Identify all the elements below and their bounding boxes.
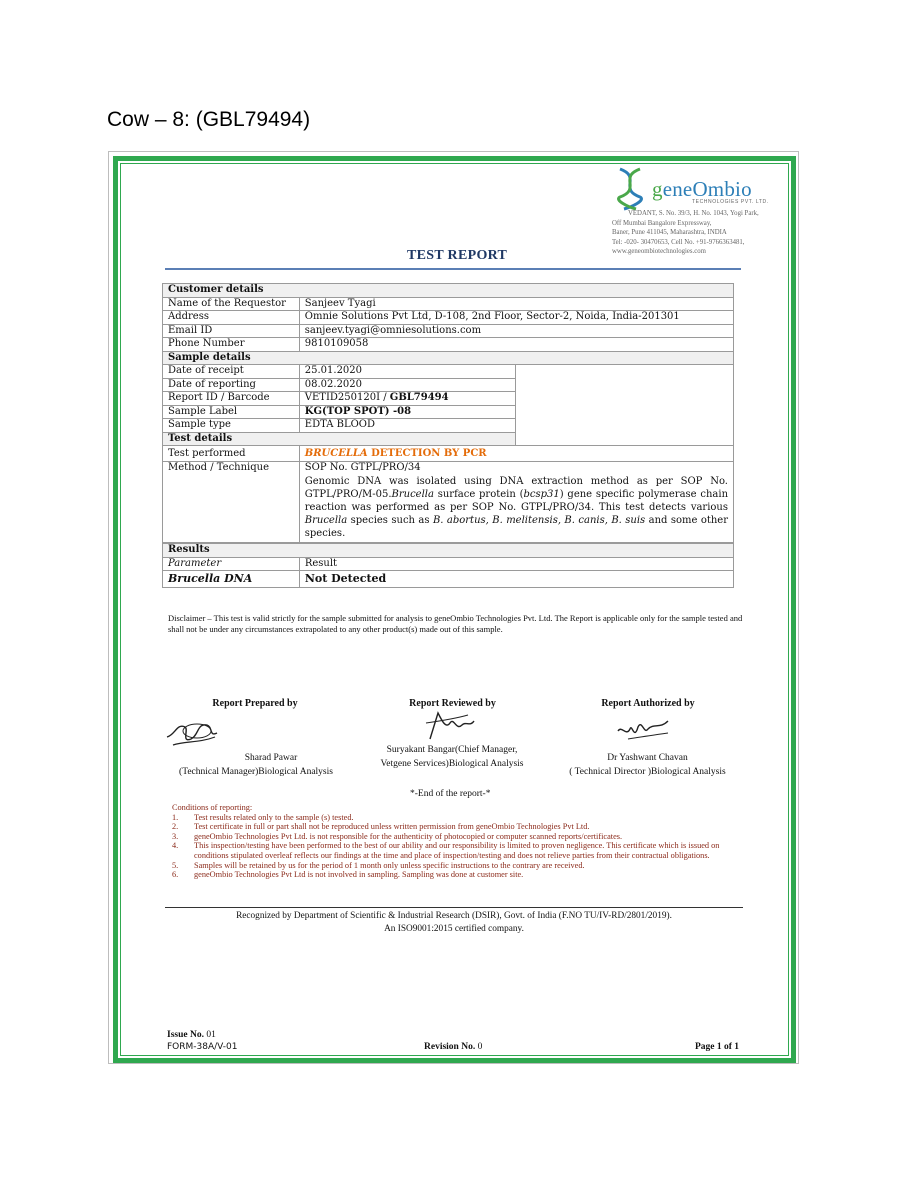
section-header-test: Test details [163, 432, 734, 446]
footer-divider [165, 907, 743, 908]
details-table [162, 283, 734, 543]
title-divider [165, 268, 741, 270]
table-row: Test performed BRUCELLA DETECTION BY PCR [163, 446, 734, 462]
table-row: Method / Technique SOP No. GTPL/PRO/34 [163, 461, 734, 474]
page-heading: Cow – 8: (GBL79494) [107, 108, 311, 131]
accreditation-statement: Recognized by Department of Scientific & Industrial Research (DSIR), Govt. of India (F.NO TU/IV-RD/2801/2019). An ISO9001:2015 certified company. [236, 911, 672, 934]
table-row: Date of receipt 25.01.2020 [163, 365, 734, 379]
section-header-results: Results [163, 544, 734, 558]
logo-wordmark: geneOmbio [652, 177, 752, 201]
section-header-customer: Customer details [163, 284, 734, 298]
disclaimer: Disclaimer – This test is valid strictly for the sample submitted for analysis to geneOmbio Technologies Pvt. Ltd. The Report is applicable only for the sample tested and shall not be under any circumstances extrapolated to any other product(s) made out of this sample. [168, 613, 743, 634]
table-row: Date of reporting 08.02.2020 [163, 378, 734, 392]
signature-reviewed-image [420, 709, 478, 743]
signature-authorized-name: Dr Yashwant Chavan ( Technical Director )Biological Analysis [569, 753, 726, 777]
list-item: 5. Samples will be retained by us for the period of 1 month only unless specific instructions to the contrary are received. [172, 860, 585, 870]
table-row [163, 474, 734, 543]
signature-reviewed-name: Suryakant Bangar(Chief Manager, Vetgene Services)Biological Analysis [380, 745, 524, 769]
signature-prepared: Report Prepared by [212, 698, 298, 709]
company-address: VEDANT, S. No. 39/3, H. No. 1043, Yogi Park, Off Mumbai Bangalore Expressway, Baner, Pune 411045, Maharashtra, INDIA Tel: -020- 30470653, Cell No. +91-9766363481, www.geneombiotechnologies.com [612, 210, 759, 255]
method-description: Genomic DNA was isolated using DNA extraction method as per SOP No. GTPL/PRO/M-05.Brucella surface protein (bcsp31) gene specific polymerase chain reaction was performed as per SOP No. GTPL/PRO/34. This test detects various Brucella species such as B. abortus, B. melitensis, B. canis, B. suis and some other species. [299, 474, 733, 543]
dna-helix-icon [612, 167, 648, 211]
signature-prepared-name: Sharad Pawar (Technical Manager)Biological Analysis [179, 753, 333, 777]
table-row: Address Omnie Solutions Pvt Ltd, D-108, 2nd Floor, Sector-2, Noida, India-201301 [163, 311, 734, 325]
table-row: Phone Number 9810109058 [163, 338, 734, 352]
table-row: Sample type EDTA BLOOD [163, 419, 734, 433]
report-title: TEST REPORT [407, 248, 508, 263]
list-item: 4. This inspection/testing have been performed to the best of our ability and our responsibility is limited to proven negligence. This certificate which is issued on conditions stipulated overleaf reflects our findings at the time and place of inspection/testing and does not relieve parties from their contractual obligations. [172, 841, 720, 860]
revision-info: Revision No. 0 [424, 1042, 483, 1052]
table-row: Report ID / Barcode VETID250120I / GBL79494 [163, 392, 734, 406]
table-row: Name of the Requestor Sanjeev Tyagi [163, 297, 734, 311]
signature-authorized-image [614, 715, 672, 745]
table-row: Brucella DNA Not Detected [163, 571, 734, 588]
signature-authorized: Report Authorized by [601, 698, 695, 709]
list-item: 6. geneOmbio Technologies Pvt Ltd is not involved in sampling. Sampling was done at customer site. [172, 870, 524, 880]
table-row: Parameter Result [163, 557, 734, 571]
issue-info: Issue No. 01 FORM-38A/V-01 [167, 1030, 238, 1052]
conditions-title: Conditions of reporting: [172, 803, 253, 812]
section-header-sample: Sample details [163, 351, 734, 365]
list-item: 1. Test results related only to the sample (s) tested. [172, 812, 354, 822]
table-row: Sample Label KG(TOP SPOT) -08 [163, 405, 734, 419]
conditions-of-reporting [172, 803, 737, 880]
results-table [162, 543, 734, 588]
table-row: Email ID sanjeev.tyagi@omniesolutions.com [163, 324, 734, 338]
list-item: 2. Test certificate in full or part shall not be reproduced unless written permission from geneOmbio Technologies Pvt Ltd. [172, 822, 590, 832]
signature-reviewed: Report Reviewed by [409, 698, 496, 709]
end-of-report: *-End of the report-* [410, 789, 491, 799]
page-number: Page 1 of 1 [695, 1042, 740, 1052]
signature-prepared-image [163, 715, 225, 751]
list-item: 3. geneOmbio Technologies Pvt Ltd. is not responsible for the authenticity of photocopied or computer scanned reports/certificates. [172, 831, 623, 841]
logo-tagline: TECHNOLOGIES PVT. LTD. [692, 199, 769, 205]
